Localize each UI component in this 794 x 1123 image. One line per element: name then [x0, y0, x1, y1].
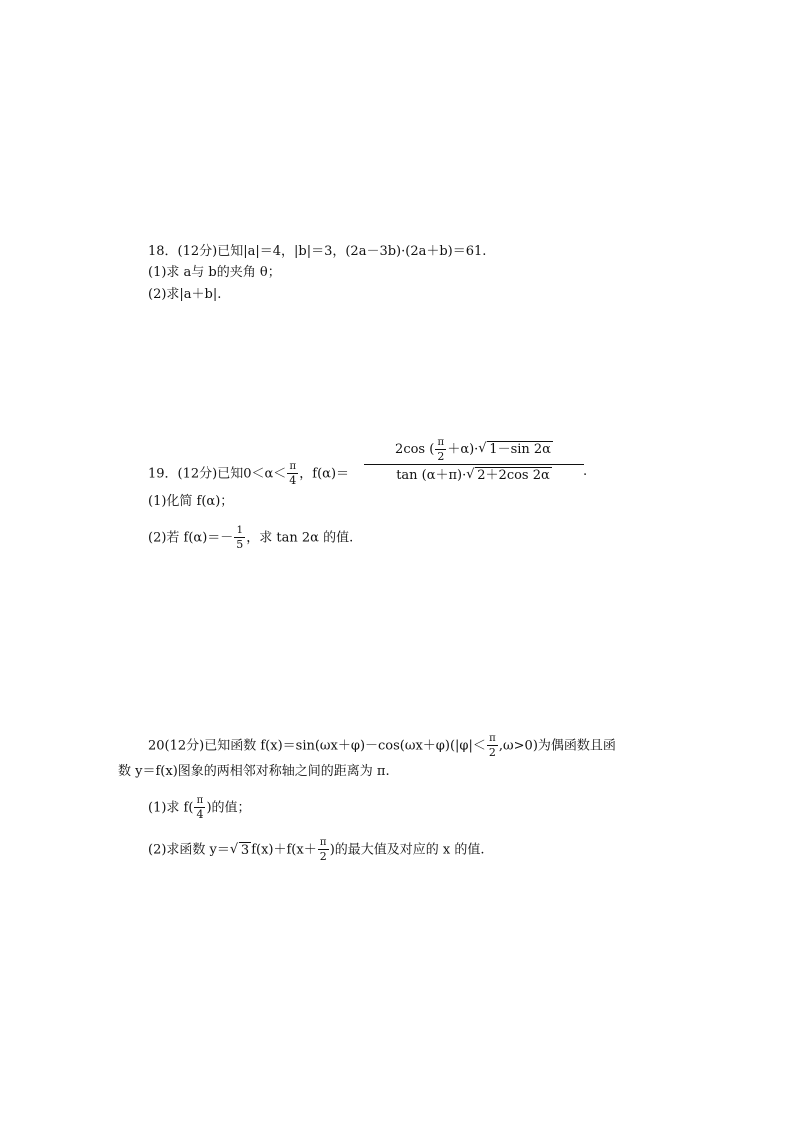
- numerator-text: 2cos (: [395, 442, 435, 457]
- fraction-denominator: 4: [196, 808, 204, 821]
- denominator-sqrt: √ 2＋2cos 2α: [466, 467, 550, 483]
- q20-part2-text: )的最大值及对应的 x 的值.: [329, 842, 485, 858]
- fraction-numerator: π: [196, 795, 204, 806]
- sqrt-body: 3: [240, 842, 250, 858]
- q18-statement: 18．(12分)已知|a|＝4，|b|＝3，(2a－3b)·(2a＋b)＝61.: [148, 244, 487, 259]
- q20-part2-text: (2)求函数 y＝: [148, 842, 230, 858]
- q20-sqrt-3: √ 3: [229, 841, 250, 858]
- fraction-numerator: π: [289, 461, 297, 472]
- q20-part2-text: f(x)＋f(x＋: [251, 842, 317, 858]
- q19-denominator: [364, 464, 584, 487]
- fraction-numerator: π: [437, 436, 445, 448]
- fraction-numerator: π: [489, 733, 496, 744]
- q19-fraction-pi-4: [287, 461, 298, 487]
- fraction-numerator: π: [319, 837, 327, 848]
- numerator-sqrt: √ 1－sin 2α: [478, 441, 551, 457]
- fraction-denominator: 2: [319, 850, 327, 863]
- sqrt-body: 1－sin 2α: [489, 442, 551, 457]
- denominator-text: tan (α＋π)·: [396, 468, 467, 483]
- q20-part2: [148, 837, 485, 863]
- fraction-denominator: 2: [437, 449, 445, 463]
- q18-part2: (2)求|a＋b|.: [148, 287, 222, 302]
- q20-part1-text: (1)求 f(: [148, 800, 194, 816]
- fraction-denominator: 4: [289, 474, 297, 487]
- q19-end-period: .: [583, 464, 588, 479]
- q20-fraction-pi-2: [487, 733, 498, 759]
- q20-statement-line2: 数 y＝f(x)图象的两相邻对称轴之间的距离为 π.: [118, 764, 390, 779]
- q19-part2-text: ，求 tan 2α 的值.: [246, 530, 354, 546]
- numerator-text: ＋α)·: [447, 442, 479, 457]
- fraction-denominator: 5: [236, 538, 244, 551]
- q20-line1-text: ,ω>0)为偶函数且函: [498, 738, 616, 754]
- q19-mid: ，f(α)＝: [299, 466, 350, 482]
- q20-part1-text: )的值；: [206, 800, 251, 816]
- q19-part2: [148, 525, 353, 551]
- q19-fraction-1-5: [234, 525, 245, 551]
- sqrt-body: 2＋2cos 2α: [477, 468, 550, 483]
- q20-part1: [148, 795, 251, 821]
- fraction-denominator: 2: [488, 746, 496, 759]
- q19-function-fraction: [364, 436, 584, 487]
- q20-line1-text: 20(12分)已知函数 f(x)＝sin(ωx＋φ)－cos(ωx＋φ)(|φ|＜: [148, 738, 486, 754]
- q20-fraction-pi-2b: [318, 837, 329, 863]
- q19-statement: [148, 461, 349, 487]
- q20-fraction-pi-4: [194, 795, 205, 821]
- q19-part2-text: (2)若 f(α)＝－: [148, 530, 234, 546]
- fraction-numerator: 1: [236, 525, 243, 536]
- numerator-fraction: [435, 437, 446, 463]
- q20-statement-line1: [148, 733, 616, 759]
- q19-numerator: [364, 436, 584, 464]
- q19-part1: (1)化简 f(α)；: [148, 494, 234, 509]
- q19-prefix: 19．(12分)已知0＜α＜: [148, 466, 287, 482]
- q18-part1: (1)求 a与 b的夹角 θ；: [148, 265, 281, 280]
